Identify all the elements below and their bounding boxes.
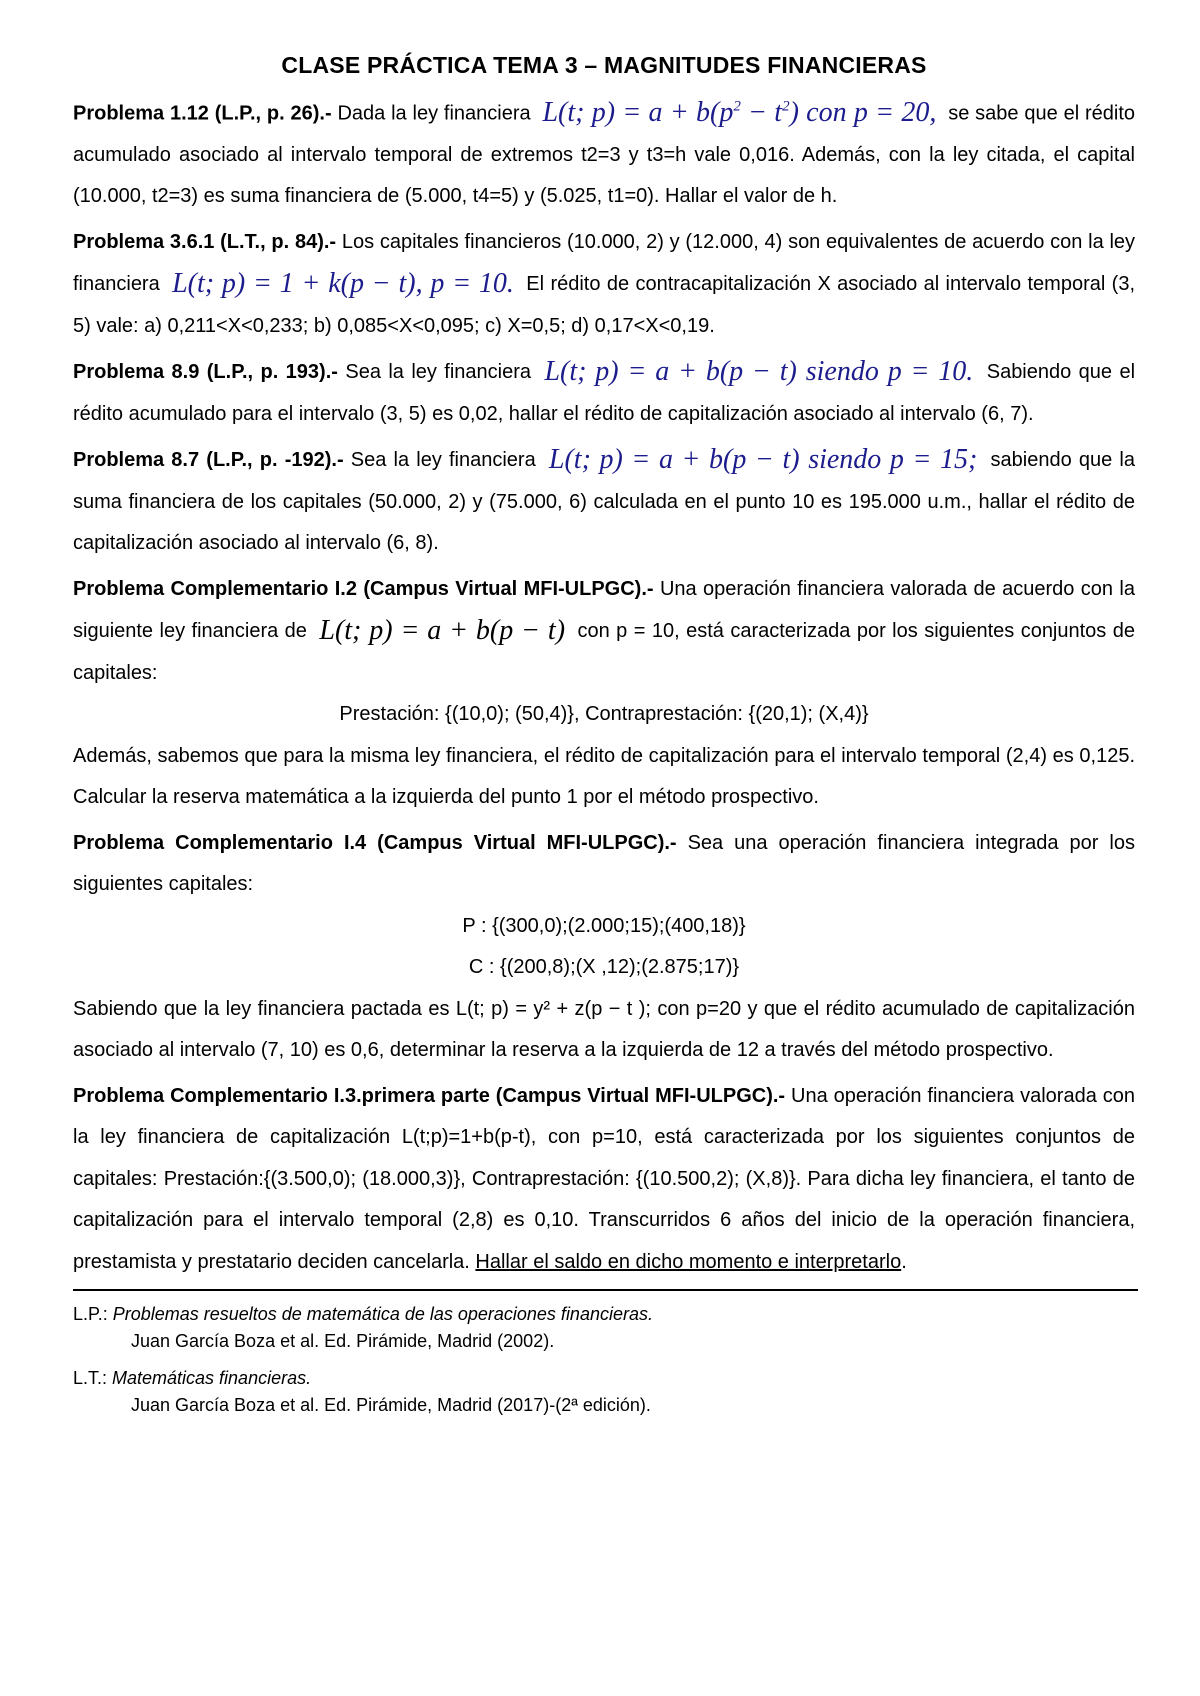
- reference-detail: Juan García Boza et al. Ed. Pirámide, Madrid (2002).: [131, 1331, 555, 1352]
- capital-set-p: P : {(300,0);(2.000;15);(400,18)}: [462, 914, 746, 937]
- problem-text: Sea la ley financiera: [337, 361, 539, 384]
- financial-law-formula: L(t; $p) = a + b(p^2 - t^2)$ con p = 20,: [542, 97, 937, 129]
- problem-heading: Problema Complementario I.2 (Campus Virtual MFI-ULPGC).-: [73, 577, 654, 600]
- page-title: CLASE PRÁCTICA TEMA 3 – MAGNITUDES FINANCIERAS: [281, 52, 927, 78]
- problem-text: sabiendo que la suma financiera de los capitales (50.000, 2) y (75.000, 6) calculada en el punto 10 es 195.000 u.m., hallar el rédito de capitalización asociado al intervalo (6, 8).: [73, 449, 1135, 555]
- problem-complementario-i2: [73, 569, 1135, 819]
- problem-1-12: [73, 87, 1135, 218]
- problem-heading: Problema Complementario I.3.primera parte (Campus Virtual MFI-ULPGC).-: [73, 1084, 786, 1107]
- problem-text: Los capitales financieros (10.000, 2) y (12.000, 4) son equivalentes de acuerdo con la ley financiera: [73, 230, 1136, 296]
- document-page: [73, 52, 1135, 1429]
- problem-text: Sea la ley financiera: [343, 449, 543, 472]
- problem-text: Una operación financiera valorada de acuerdo con la siguiente ley financiera de: [73, 577, 1135, 643]
- financial-law-formula: L(t; p) = a + b(p − t): [319, 615, 566, 647]
- problem-text: Sabiendo que la ley financiera pactada es L(t; p) = y² + z(p − t ); con p=20 y que el rédito acumulado de capitalización asociado al intervalo (7, 10) es 0,6, determinar la reserva a la izquierda de 12 a través del método prospectivo.: [73, 997, 1135, 1062]
- capital-set-c: C : {(200,8);(X ,12);(2.875;17)}: [468, 956, 740, 979]
- reference-title: Matemáticas financieras.: [112, 1368, 312, 1389]
- problem-text: El rédito de contracapitalización X asociado al intervalo temporal (3, 5) vale: a) 0,211<X<0,233; b) 0,085<X<0,095; c) X=0,5; d) 0,17<X<0,19.: [73, 273, 1136, 337]
- reference-lt: L.T.: Matemáticas financieras. Juan García Boza et al. Ed. Pirámide, Madrid (2017)-(2ª edición).: [73, 1365, 1135, 1419]
- problem-text: Dada la ley financiera: [331, 102, 537, 125]
- financial-law-formula: L(t; p) = a + b(p − t) siendo p = 15;: [548, 444, 978, 476]
- financial-law-formula: L(t; p) = a + b(p − t) siendo p = 10.: [544, 356, 974, 388]
- footnote-divider: [73, 1289, 1138, 1291]
- references: [73, 1301, 1135, 1419]
- reference-detail: Juan García Boza et al. Ed. Pirámide, Madrid (2017)-(2ª edición).: [131, 1395, 651, 1416]
- capital-sets: Prestación: {(10,0); (50,4)}, Contraprestación: {(20,1); (X,4)}: [339, 703, 869, 726]
- problem-text: con p = 10, está caracterizada por los siguientes conjuntos de capitales:: [73, 620, 1135, 684]
- problem-heading: Problema 8.9 (L.P., p. 193).-: [73, 361, 338, 384]
- problem-heading: Problema 1.12 (L.P., p. 26).-: [73, 102, 332, 125]
- problem-complementario-i3: Problema Complementario I.3.primera parte (Campus Virtual MFI-ULPGC).- Una operación financiera valorada con la ley financiera de capitalización L(t;p)=1+b(p-t), con p=10, está caracterizada por los siguientes conjuntos de capitales: Prestación:{(3.500,0); (18.000,3)}, Contraprestación: {(10.500,2); (X,8)}. Para dicha ley financiera, el tanto de capitalización para el intervalo temporal (2,8) es 0,10. Transcurridos 6 años del inicio de la operación financiera, prestamista y prestatario deciden cancelarla. Hallar el saldo en dicho momento e interpretarlo.: [73, 1084, 1136, 1273]
- problem-heading: Problema 8.7 (L.P., p. -192).-: [73, 449, 344, 472]
- problem-3-6-1: [73, 222, 1135, 348]
- problem-8-7: [73, 439, 1135, 565]
- problem-8-9: [73, 351, 1135, 435]
- reference-lp: L.P.: Problemas resueltos de matemática de las operaciones financieras. Juan García Boza et al. Ed. Pirámide, Madrid (2002).: [73, 1301, 1135, 1355]
- reference-title: Problemas resueltos de matemática de las operaciones financieras.: [112, 1304, 653, 1325]
- problem-heading: Problema 3.6.1 (L.T., p. 84).-: [73, 230, 337, 253]
- problem-heading: Problema Complementario I.4 (Campus Virtual MFI-ULPGC).-: [73, 831, 677, 854]
- problem-text: Sea una operación financiera integrada por los siguientes capitales:: [73, 831, 1135, 896]
- problem-text: Además, sabemos que para la misma ley financiera, el rédito de capitalización para el intervalo temporal (2,4) es 0,125. Calcular la reserva matemática a la izquierda del punto 1 por el método prospectivo.: [73, 744, 1135, 809]
- problem-text: Una operación financiera valorada con la ley financiera de capitalización L(t;p)=1+b(p-t), con p=10, está caracterizada por los siguientes conjuntos de capitales: Prestación:{(3.500,0); (18.000,3)}, Contraprestación: {(10.500,2); (X,8)}. Para dicha ley financiera, el tanto de capitalización para el intervalo temporal (2,8) es 0,10. Transcurridos 6 años del inicio de la operación financiera, prestamista y prestatario deciden cancelarla.: [73, 1084, 1136, 1273]
- underlined-task: Hallar el saldo en dicho momento e interpretarlo: [475, 1250, 902, 1273]
- financial-law-formula: L(t; p) = 1 + k(p − t), p = 10.: [172, 268, 514, 300]
- problem-text: Sabiendo que el rédito acumulado para el intervalo (3, 5) es 0,02, hallar el rédito de capitalización asociado al intervalo (6, 7).: [73, 361, 1136, 425]
- problem-complementario-i4: [73, 823, 1135, 1072]
- problem-text: se sabe que el rédito acumulado asociado al intervalo temporal de extremos t2=3 y t3=h vale 0,016. Además, con la ley citada, el capital (10.000, t2=3) es suma financiera de (5.000, t4=5) y (5.025, t1=0). Hallar el valor de h.: [73, 102, 1136, 208]
